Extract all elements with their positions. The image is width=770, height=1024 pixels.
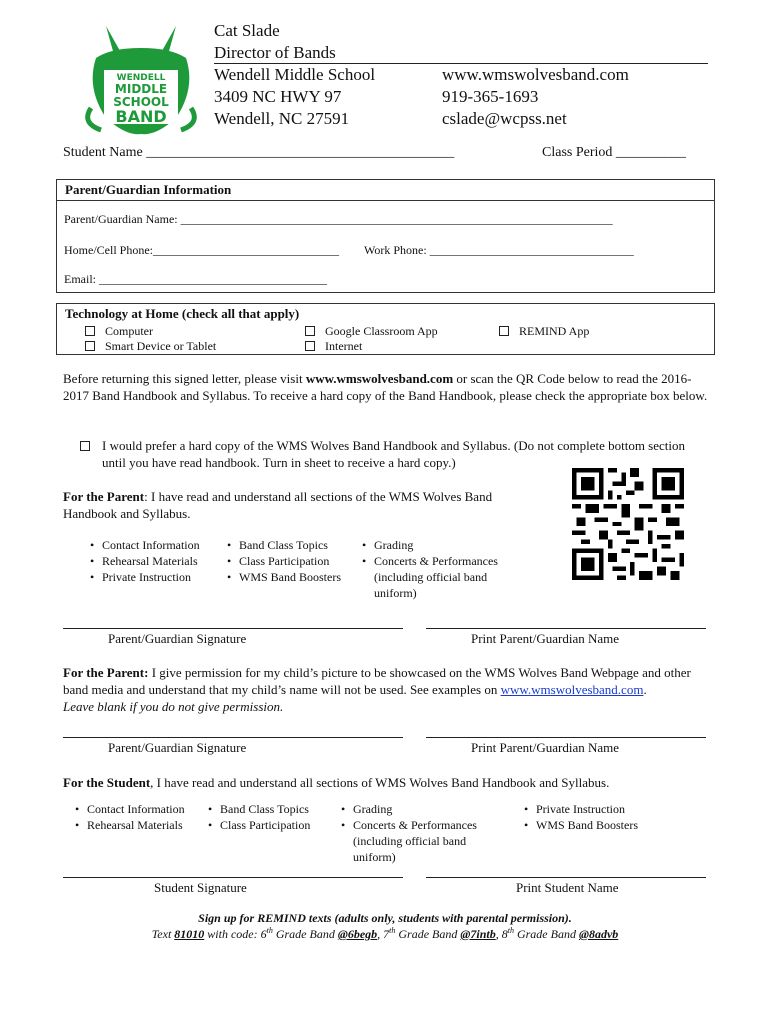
tech-label: REMIND App xyxy=(519,324,590,338)
list-item: • Concerts & Performances (including official band uniform) xyxy=(362,553,512,601)
intro-pre: Before returning this signed letter, please visit xyxy=(63,371,306,386)
hardcopy-text: I would prefer a hard copy of the WMS Wolves Band Handbook and Syllabus. (Do not complete bottom section until you have read handbook. Turn in sheet to receive a hard copy.) xyxy=(102,438,686,470)
parent-signature-caption: Parent/Guardian Signature xyxy=(108,631,247,646)
contact-block xyxy=(442,64,629,130)
school-name: Wendell Middle School xyxy=(214,65,376,84)
intro-paragraph xyxy=(63,370,709,404)
parent-ack-paragraph xyxy=(63,488,533,522)
examples-link[interactable]: www.wmswolvesband.com xyxy=(500,682,644,697)
list-item: • Band Class Topics xyxy=(227,537,357,553)
parent-topics-col1 xyxy=(90,537,220,585)
list-item: • WMS Band Boosters xyxy=(227,569,357,585)
website: www.wmswolvesband.com xyxy=(442,65,629,84)
logo-word-2: MIDDLE xyxy=(114,82,168,96)
list-item: • Concerts & Performances (including official band uniform) xyxy=(341,817,491,865)
photo-permission-paragraph xyxy=(63,664,709,715)
tech-remind[interactable] xyxy=(499,324,589,339)
photo-signature-line[interactable] xyxy=(63,737,403,738)
home-phone-field[interactable]: Home/Cell Phone:_______________________________ xyxy=(64,243,339,257)
list-item: • Contact Information xyxy=(90,537,220,553)
student-print-caption: Print Student Name xyxy=(516,880,619,895)
student-name-field[interactable]: Student Name ____________________________________________ xyxy=(63,145,455,160)
work-phone-field[interactable]: Work Phone: __________________________________ xyxy=(364,243,634,257)
checkbox[interactable] xyxy=(80,441,90,451)
school-block xyxy=(214,64,375,130)
logo-word-1: WENDELL xyxy=(116,73,166,83)
photo-print-caption: Print Parent/Guardian Name xyxy=(471,740,620,755)
guardian-email-field[interactable]: Email: ______________________________________ xyxy=(64,272,327,286)
list-item: • Rehearsal Materials xyxy=(75,817,200,833)
intro-site: www.wmswolvesband.com xyxy=(305,371,454,386)
director-name: Cat Slade xyxy=(214,21,280,40)
logo-word-3: SCHOOL xyxy=(113,95,169,109)
tech-computer[interactable] xyxy=(85,324,153,339)
list-item: • Grading xyxy=(362,537,512,553)
student-print-line[interactable] xyxy=(426,877,706,878)
hardcopy-option[interactable] xyxy=(80,437,690,471)
director-title: Director of Bands xyxy=(214,43,336,62)
tech-smart-device[interactable] xyxy=(85,339,216,354)
technology-heading: Technology at Home (check all that apply) xyxy=(65,306,300,321)
school-address: 3409 NC HWY 97 xyxy=(214,87,342,106)
student-ack-text: , I have read and understand all sections of WMS Wolves Band Handbook and Syllabus. xyxy=(150,775,610,790)
checkbox[interactable] xyxy=(499,326,509,336)
school-city: Wendell, NC 27591 xyxy=(214,109,350,128)
grade-label: Grade Band xyxy=(395,927,461,941)
list-item: • Band Class Topics xyxy=(208,801,333,817)
sup: th xyxy=(266,926,273,935)
photo-lead: For the Parent: xyxy=(63,665,149,680)
list-item: • Private Instruction xyxy=(524,801,654,817)
parent-ack-lead: For the Parent xyxy=(63,489,145,504)
director-block xyxy=(214,20,336,64)
list-item: • WMS Band Boosters xyxy=(524,817,654,833)
student-ack-paragraph xyxy=(63,774,713,791)
intro-post: or scan the QR Code below to read the 2016-2017 Band Handbook and Syllabus. To receive a hard copy of the Band Handbook, please check the appropriate box below. xyxy=(63,371,708,403)
parent-signature-line[interactable] xyxy=(63,628,403,629)
tech-internet[interactable] xyxy=(305,339,362,354)
tech-label: Internet xyxy=(325,339,363,353)
student-signature-caption: Student Signature xyxy=(154,880,247,895)
list-item: • Class Participation xyxy=(208,817,333,833)
photo-note: Leave blank if you do not give permission. xyxy=(63,699,284,714)
remind-code-7: @7intb xyxy=(460,927,496,941)
parent-ack-text: : I have read and understand all sections of the WMS Wolves Band Handbook and Syllabus. xyxy=(63,489,493,521)
email: cslade@wcpss.net xyxy=(442,109,567,128)
tech-label: Google Classroom App xyxy=(325,324,438,338)
photo-signature-caption: Parent/Guardian Signature xyxy=(108,740,247,755)
student-topics-col2 xyxy=(208,801,333,833)
list-item: • Class Participation xyxy=(227,553,357,569)
student-topics-col3 xyxy=(341,801,491,865)
tech-label: Computer xyxy=(105,324,153,338)
guardian-heading: Parent/Guardian Information xyxy=(57,180,714,201)
checkbox[interactable] xyxy=(85,341,95,351)
list-item: • Rehearsal Materials xyxy=(90,553,220,569)
qr-code[interactable] xyxy=(572,468,684,580)
sup: th xyxy=(389,926,396,935)
student-ack-lead: For the Student xyxy=(63,775,151,790)
remind-code-6: @6begb xyxy=(337,927,378,941)
remind-with-code: with code: 6 xyxy=(204,927,267,941)
list-item: • Contact Information xyxy=(75,801,200,817)
phone: 919-365-1693 xyxy=(442,87,539,106)
checkbox[interactable] xyxy=(305,326,315,336)
remind-code-8: @8advb xyxy=(578,927,619,941)
student-topics-col1 xyxy=(75,801,200,833)
remind-codes xyxy=(0,926,770,942)
photo-end: . xyxy=(643,682,647,697)
student-signature-line[interactable] xyxy=(63,877,403,878)
photo-print-line[interactable] xyxy=(426,737,706,738)
guardian-section xyxy=(56,179,715,293)
remind-number: 81010 xyxy=(174,927,205,941)
sep: , 7 xyxy=(377,927,390,941)
sep: , 8 xyxy=(495,927,508,941)
parent-topics-col3 xyxy=(362,537,512,601)
tech-google-classroom[interactable] xyxy=(305,324,438,339)
checkbox[interactable] xyxy=(305,341,315,351)
parent-print-line[interactable] xyxy=(426,628,706,629)
band-logo xyxy=(76,18,206,138)
tech-label: Smart Device or Tablet xyxy=(105,339,217,353)
logo-word-4: BAND xyxy=(115,107,167,126)
student-topics-col4 xyxy=(524,801,654,833)
parent-print-caption: Print Parent/Guardian Name xyxy=(471,631,620,646)
parent-topics-col2 xyxy=(227,537,357,585)
grade-label: Grade Band xyxy=(513,927,579,941)
remind-text-word: Text xyxy=(151,927,175,941)
list-item: • Private Instruction xyxy=(90,569,220,585)
guardian-name-field[interactable]: Parent/Guardian Name: ________________________________________________________________________ xyxy=(64,212,613,226)
checkbox[interactable] xyxy=(85,326,95,336)
class-period-field[interactable]: Class Period __________ xyxy=(542,145,686,160)
technology-section xyxy=(56,303,715,355)
remind-signup: Sign up for REMIND texts (adults only, students with parental permission). xyxy=(198,911,572,925)
grade-label: Grade Band xyxy=(272,927,338,941)
photo-text: I give permission for my child’s picture to be showcased on the WMS Wolves Band Webpage and other band media and understand that my child’s name will not be used. See examples on xyxy=(63,665,691,697)
sup: th xyxy=(507,926,514,935)
list-item: • Grading xyxy=(341,801,491,817)
